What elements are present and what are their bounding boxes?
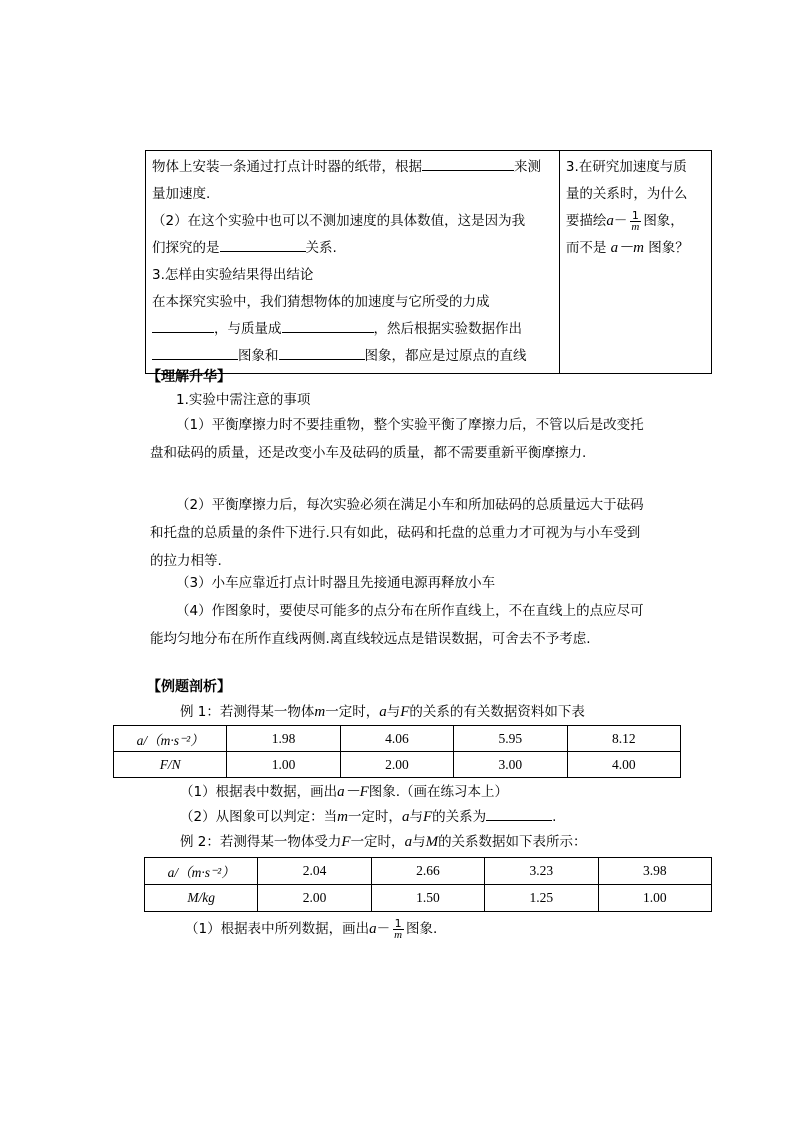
numerator: 1: [631, 208, 639, 222]
data-table-1: [113, 725, 681, 778]
paragraph: （2）平衡摩擦力后，每次实验必须在满足小车和所加砝码的总质量远大于砝码和托盘的总质量的条件下进行.只有如此，砝码和托盘的总重力才可视为与小车受到的拉力相等.: [150, 497, 644, 569]
fill-blank[interactable]: [279, 345, 365, 360]
text: 一定时，: [347, 809, 402, 825]
text-line: 量加速度.: [152, 186, 211, 202]
fraction: [629, 210, 641, 233]
fill-blank[interactable]: [220, 237, 306, 252]
table-cell: 1.25: [485, 885, 598, 912]
text: 的关系的有关数据资料如下表: [409, 704, 585, 720]
numerator: 1: [394, 916, 402, 930]
math-var: m: [337, 809, 348, 825]
text: 们探究的是: [152, 240, 220, 256]
text: 与: [386, 704, 401, 720]
math-var: F: [400, 704, 410, 720]
math-expr: a－F: [337, 784, 369, 800]
question: [185, 914, 437, 944]
math-var: a: [379, 704, 387, 720]
table-cell: 4.00: [567, 752, 680, 778]
text: ，然后根据实验数据作出: [373, 321, 522, 337]
table-cell: 4.06: [340, 726, 453, 752]
text-line: 在本探究实验中，我们猜想物体的加速度与它所受的力成: [152, 294, 490, 310]
text: （1）根据表中数据，画出: [180, 784, 338, 800]
text: 图象.: [406, 921, 438, 937]
text-line: [152, 154, 553, 181]
text: 例 2：若测得某一物体受力: [180, 834, 342, 850]
table-cell: 2.66: [371, 858, 484, 885]
text: 图象.（画在练习本上）: [368, 784, 509, 800]
section-title: 【例题剖析】: [147, 679, 231, 695]
text: 的关系数据如下表所示：: [438, 834, 587, 850]
math-var: a: [606, 213, 614, 229]
math-var: a: [369, 921, 377, 937]
denominator: m: [394, 928, 403, 941]
table-cell: 1.00: [598, 885, 711, 912]
text: 物体上安装一条通过打点计时器的纸带，根据: [152, 159, 422, 175]
table-cell: 5.95: [454, 726, 567, 752]
text: 一定时，: [325, 704, 380, 720]
table-row: [145, 885, 712, 912]
question: [180, 780, 508, 804]
text: 图象和: [238, 348, 279, 364]
paragraph: （3）小车应靠近打点计时器且先接通电源再释放小车: [176, 575, 496, 591]
fill-blank[interactable]: [422, 156, 514, 171]
subheading: 1.实验中需注意的事项: [176, 392, 311, 408]
text: 而不是: [565, 240, 607, 256]
math-var: M: [425, 834, 439, 850]
table-cell: 2.04: [258, 858, 371, 885]
table-cell: 2.00: [258, 885, 371, 912]
text: ，与质量成: [214, 321, 282, 337]
text: 一定时，: [350, 834, 405, 850]
table-row: [145, 858, 712, 885]
math-var: F: [422, 809, 433, 825]
text: 图象，: [643, 213, 684, 229]
table-cell: 8.12: [567, 726, 680, 752]
example-intro: [180, 700, 585, 724]
math-expr: a－m: [610, 240, 644, 256]
top-right-cell: [559, 151, 711, 374]
text-line: 3.怎样由实验结果得出结论: [152, 267, 314, 283]
table-cell: 1.00: [227, 752, 340, 778]
text: －: [613, 213, 628, 229]
text: 与: [409, 809, 423, 825]
data-table-2: [144, 857, 712, 912]
fill-blank[interactable]: [152, 345, 238, 360]
row-label: a/（m·s⁻²）: [145, 858, 258, 885]
text: 关系.: [305, 240, 337, 256]
text-line: （2）在这个实验中也可以不测加速度的具体数值，这是因为我: [152, 213, 526, 229]
fill-blank[interactable]: [282, 318, 374, 333]
text-line: 3.在研究加速度与质: [565, 159, 687, 175]
top-left-cell: [146, 151, 560, 374]
example-intro: [180, 830, 587, 854]
table-row: [114, 726, 681, 752]
text: .: [552, 809, 557, 825]
text: （2）从图象可以判定：当: [180, 809, 338, 825]
text-line: 量的关系时，为什么: [565, 186, 688, 202]
question: [180, 805, 556, 829]
table-cell: 3.00: [454, 752, 567, 778]
table-cell: 1.50: [371, 885, 484, 912]
text-line: [152, 235, 553, 262]
row-label: M/kg: [145, 885, 258, 912]
text-line: [566, 208, 705, 235]
row-label: F/N: [114, 752, 227, 778]
fraction: [392, 918, 404, 941]
text: 图象，都应是过原点的直线: [364, 348, 527, 364]
paragraph: （1）平衡摩擦力时不要挂重物，整个实验平衡了摩擦力后，不管以后是改变托盘和砝码的质量，还是改变小车及砝码的质量，都不需要重新平衡摩擦力.: [150, 417, 644, 461]
text: 来测: [514, 159, 541, 175]
table-cell: 2.00: [340, 752, 453, 778]
paragraph: （4）作图象时，要使尽可能多的点分布在所作直线上，不在直线上的点应尽可能均匀地分布在所作直线两侧.离直线较远点是错误数据，可舍去不予考虑.: [150, 603, 644, 647]
math-var: F: [341, 834, 351, 850]
fill-blank[interactable]: [152, 318, 214, 333]
text: 图象？: [648, 240, 689, 256]
table-cell: 3.98: [598, 858, 711, 885]
text: 要描绘: [565, 213, 607, 229]
table-cell: 1.98: [227, 726, 340, 752]
text: 例 1：若测得某一物体: [180, 704, 315, 720]
fill-blank[interactable]: [486, 806, 552, 821]
math-var: m: [314, 704, 326, 720]
text-line: [566, 235, 705, 262]
text-line: [152, 316, 553, 343]
text: 与: [412, 834, 426, 850]
table-row: [114, 752, 681, 778]
text: （1）根据表中所列数据，画出: [185, 921, 370, 937]
text: －: [376, 921, 391, 937]
section-title: 【理解升华】: [147, 369, 231, 385]
denominator: m: [631, 220, 640, 233]
top-question-table: [145, 150, 712, 374]
text: 的关系为: [432, 809, 487, 825]
table-cell: 3.23: [485, 858, 598, 885]
math-var: a: [401, 809, 410, 825]
math-var: a: [404, 834, 413, 850]
row-label: a/（m·s⁻²）: [114, 726, 227, 752]
